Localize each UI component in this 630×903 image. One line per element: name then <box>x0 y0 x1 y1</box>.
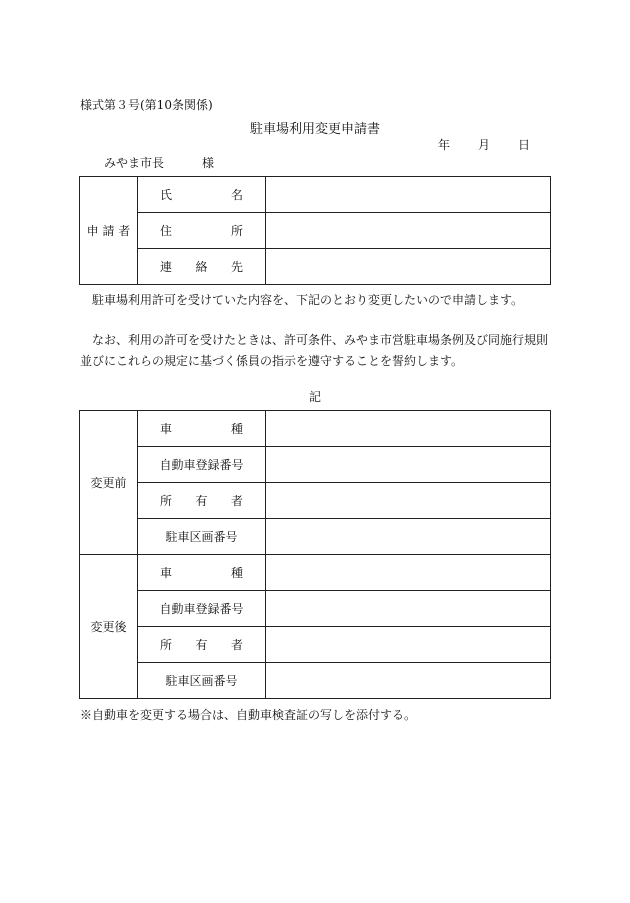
before-registration-field[interactable] <box>266 447 551 483</box>
label-char: 種 <box>230 422 243 436</box>
addressee-honorific: 様 <box>202 156 215 170</box>
after-parking-space-label: 駐車区画番号 <box>138 663 266 699</box>
label-char: 車 <box>160 422 173 436</box>
date-year-label: 年 <box>438 138 451 152</box>
label-char: 絡 <box>195 260 208 274</box>
applicant-contact-field[interactable] <box>266 249 551 285</box>
change-details-table <box>79 410 551 699</box>
table-row <box>80 663 551 699</box>
table-row <box>80 519 551 555</box>
applicant-group-label: 申 請 者 <box>80 177 138 285</box>
label-char: 名 <box>230 188 243 202</box>
ki-heading: 記 <box>308 390 321 404</box>
after-owner-label <box>138 627 266 663</box>
before-parking-space-label: 駐車区画番号 <box>138 519 266 555</box>
applicant-name-field[interactable] <box>266 177 551 213</box>
label-char: 所 <box>160 638 173 652</box>
form-number: 様式第３号(第10条関係) <box>80 98 213 112</box>
before-owner-label <box>138 483 266 519</box>
table-row <box>80 411 551 447</box>
label-char: 者 <box>230 494 243 508</box>
label-char: 車 <box>160 566 173 580</box>
table-row <box>80 213 551 249</box>
table-row <box>80 447 551 483</box>
table-row <box>80 483 551 519</box>
request-statement: 駐車場利用許可を受けていた内容を、下記のとおり変更したいので申請します。 <box>92 293 524 307</box>
before-registration-label: 自動車登録番号 <box>138 447 266 483</box>
document-title: 駐車場利用変更申請書 <box>249 122 380 137</box>
label-char: 連 <box>160 260 173 274</box>
label-char: 者 <box>230 638 243 652</box>
applicant-name-label <box>138 177 266 213</box>
before-vehicle-type-label <box>138 411 266 447</box>
before-group-label: 変更前 <box>80 411 138 555</box>
label-char: 先 <box>230 260 243 274</box>
addressee <box>104 154 214 171</box>
before-parking-space-field[interactable] <box>266 519 551 555</box>
after-vehicle-type-label <box>138 555 266 591</box>
date-line <box>438 136 530 153</box>
label-char: 氏 <box>160 188 173 202</box>
before-owner-field[interactable] <box>266 483 551 519</box>
applicant-address-label <box>138 213 266 249</box>
after-group-label: 変更後 <box>80 555 138 699</box>
table-row <box>80 591 551 627</box>
label-char: 所 <box>160 494 173 508</box>
label-char: 種 <box>230 566 243 580</box>
addressee-name: みやま市長 <box>104 156 165 170</box>
applicant-address-field[interactable] <box>266 213 551 249</box>
after-vehicle-type-field[interactable] <box>266 555 551 591</box>
after-registration-field[interactable] <box>266 591 551 627</box>
applicant-table <box>79 176 551 285</box>
footnote: ※自動車を変更する場合は、自動車検査証の写しを添付する。 <box>80 708 417 722</box>
table-row <box>80 249 551 285</box>
after-owner-field[interactable] <box>266 627 551 663</box>
label-char: 所 <box>230 224 243 238</box>
table-row <box>80 627 551 663</box>
label-char: 有 <box>195 494 208 508</box>
after-parking-space-field[interactable] <box>266 663 551 699</box>
label-char: 住 <box>160 224 173 238</box>
date-day-label: 日 <box>518 138 531 152</box>
label-char: 有 <box>195 638 208 652</box>
applicant-contact-label <box>138 249 266 285</box>
pledge-statement: なお、利用の許可を受けたときは、許可条件、みやま市営駐車場条例及び同施行規則並びにこれらの規定に基づく係員の指示を遵守することを誓約します。 <box>80 333 549 368</box>
table-row <box>80 555 551 591</box>
table-row <box>80 177 551 213</box>
before-vehicle-type-field[interactable] <box>266 411 551 447</box>
after-registration-label: 自動車登録番号 <box>138 591 266 627</box>
date-month-label: 月 <box>478 138 491 152</box>
